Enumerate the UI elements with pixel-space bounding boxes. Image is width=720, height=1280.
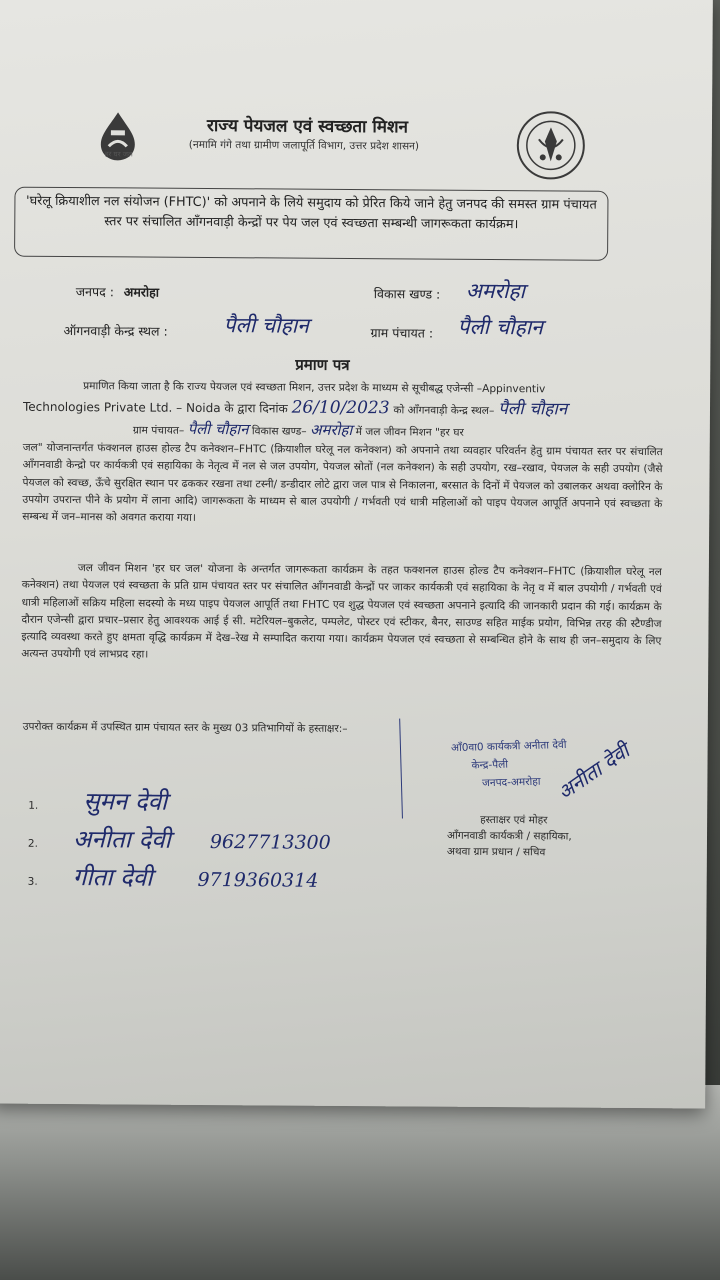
programme-title-box: 'घरेलू क्रियाशील नल संयोजन (FHTC)' को अपनाने के लिये समुदाय को प्रेरित किये जाने हेतु जनपद की समस्त ग्राम पंचायत स्तर पर संचालित आँगनवाड़ी केन्द्रों पर पेय जल एवं स्वच्छता सम्बन्धी जागरूकता कार्यक्रम।: [14, 187, 608, 261]
para2-body: जल जीवन मिशन 'हर घर जल' योजना के अन्तर्गत जागरूकता कार्यक्रम के तहत फक्शनल हाउस होल्ड टैप कनेक्शन–FHTC (क्रियाशील घरेलू नल कनेक्शन) तथा पेयजल एवं स्वच्छता के प्रति ग्राम पंचायत स्तर पर संचालित आँगनवाडी केन्द्रों पर जाकर कार्यकत्री एवं सहायिका के नेतृ व में बाल उपयोगी / गर्भवती एवं धात्री महिलाओं सक्रिय महिला सदस्यो के मध्य पाइप पेयजल आपूर्ति तथा FHTC एव शुद्ध पेयजल एवं स्वच्छता अपनाने इत्यादि की जानकारी प्रदान की गई। कार्यक्रम के दौरान एजेन्सी द्वारा प्रचार–प्रसार हेतु आवश्यक आई ई सी. मटेरियल–बुकलेट, पम्पलेट, पोस्टर एवं स्टीकर, बैनर, साउण्ड सहित माईक प्रयोग, विभिन्न तरह की स्टैण्डीज इत्यादि व्यवस्था करते हुए क्षमता वृद्धि कार्यक्रम में देख–रेख मे सम्पादित कराया गया। कार्यक्रम पेयजल एवं स्वच्छता से सम्बन्धित होने के साथ ही जन–समुदाय के लिए अत्यन्त उपयोगी एवं लाभप्रद रहा।: [21, 562, 662, 662]
para1-line3-c: में जल जीवन मिशन "हर घर: [355, 426, 464, 439]
para1-centre-value: पैली चौहान: [498, 399, 568, 420]
signature-line3: अथवा ग्राम प्रधान / सचिव: [446, 845, 546, 859]
participant-row: [28, 822, 331, 857]
participant-row: [28, 784, 167, 818]
signature-line1: हस्ताक्षर एवं मोहर: [480, 813, 548, 827]
para1-line3-a: ग्राम पंचायत–: [132, 424, 185, 437]
participants-intro: उपरोक्त कार्यक्रम में उपस्थित ग्राम पंचायत स्तर के मुख्य 03 प्रतिभागियों के हस्ताक्षर:–: [22, 720, 348, 735]
certificate-title: प्रमाण पत्र: [295, 355, 350, 374]
para1-line2-mid: को आँगनवाड़ी केन्द्र स्थल–: [393, 404, 495, 417]
para1-panchayat-value: पैली चौहान: [187, 419, 249, 439]
centre-value: पैली चौहान: [223, 313, 309, 338]
para1-block-value: अमरोहा: [309, 420, 353, 440]
stamp-line3: जनपद-अमरोहा: [481, 775, 541, 790]
para1-line3-b: विकास खण्ड–: [251, 425, 307, 438]
district-label: जनपद :: [75, 284, 114, 300]
up-government-emblem-icon: [515, 109, 588, 182]
participant-name: गीता देवी: [72, 863, 153, 892]
stamp-line1: आँ0वा0 कार्यकत्री अनीता देवी: [450, 738, 567, 755]
centre-label: ऑगनवाड़ी केन्द्र स्थल :: [63, 322, 168, 339]
panchayat-label: ग्राम पंचायत :: [370, 325, 434, 341]
stamp-line2: केन्द्र-पैली: [471, 758, 509, 772]
participant-phone: 9627713300: [209, 831, 331, 854]
header-title: राज्य पेयजल एवं स्वच्छता मिशन: [206, 115, 409, 138]
para1-line2-prefix: Technologies Private Ltd. – Noida के द्वारा दिनांक: [22, 399, 288, 416]
water-drop-logo-icon: [89, 106, 147, 176]
block-label: विकास खण्ड :: [373, 286, 441, 302]
participant-num: 1.: [28, 799, 39, 812]
para1-body: जल" योजनान्तर्गत फंक्शनल हाउस होल्ड टैप कनेक्शन–FHTC (क्रियाशील घरेलू नल कनेक्शन) को अपनाने तथा व्यवहार परिवर्तन हेतु ग्राम पंचायत स्तर पर संचालित आँगनवाडी केन्द्रो पर कार्यकत्री एवं सहायिका के नेतृत्व में नल से जल उपयोग, पेयजल स्रोतों (नल कनेक्शन) के सही उपयोग, रख–रखाव, पेयजल के सही उपयोग (जैसे पेयजल को स्वच्छ, ऊँचे सुरक्षित स्थान पर ढककर रखना तथा टस्नी/ डन्डीदार लोटे द्वारा जल पात्र से निकालना, बरसात के दिनों में पेयजल को उबालकर अथवा क्लोरिन के उपयोग उपरान्त पीने के प्रयोग में लाना आदि) जागरूकता के माध्यम से बाल उपयोगी / गर्भवती एवं धात्री महिलाओं को पाइप पेयजल आपूर्ति अपनाने एवं स्वच्छता के सम्बन्ध में जन–मानस को अवगत कराया गया।: [22, 441, 663, 525]
participant-num: 2.: [27, 837, 39, 850]
header-subtitle: (नमामि गंगे तथा ग्रामीण जलापूर्ति विभाग, उत्तर प्रदेश शासन): [188, 138, 420, 153]
logo-caption: हर घर जल: [104, 150, 133, 159]
participant-row: [28, 860, 319, 895]
participant-name: सुमन देवी: [83, 787, 168, 816]
panchayat-value: पैली चौहान: [457, 314, 543, 340]
signature-line2: आँगनवाडी कार्यकत्री / सहायिका,: [446, 829, 572, 843]
participant-name: अनीता देवी: [73, 825, 171, 854]
stamp-signature: अनीता देवी: [553, 738, 634, 805]
date-value: 26/10/2023: [291, 397, 390, 419]
block-value: अमरोहा: [465, 278, 526, 304]
para1-line1: प्रमाणित किया जाता है कि राज्य पेयजल एवं स्वच्छता मिशन, उत्तर प्रदेश के माध्यम से सूचीबद्ध एजेन्सी –Appinventiv: [83, 380, 546, 396]
participant-num: 3.: [27, 875, 38, 888]
lower-paper-edge: [0, 1085, 720, 1280]
para1-line2: [23, 398, 663, 422]
participant-phone: 9719360314: [197, 868, 319, 892]
district-value: अमरोहा: [123, 284, 160, 300]
